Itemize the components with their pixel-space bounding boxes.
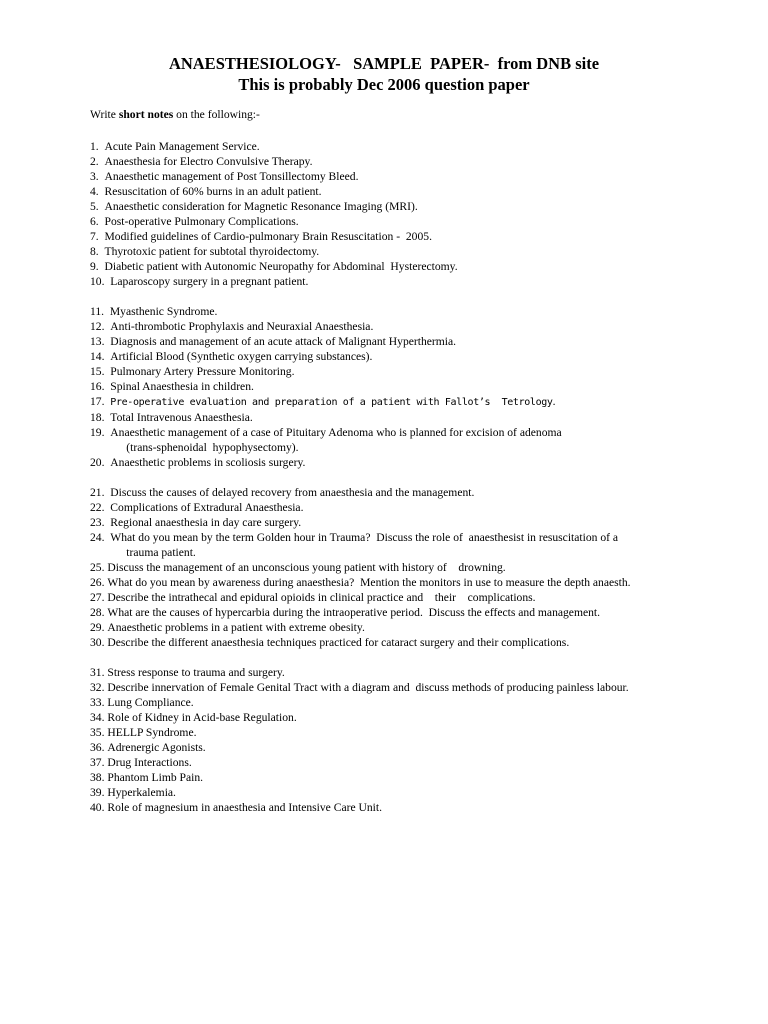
- question-text: Role of magnesium in anaesthesia and Intensive Care Unit.: [107, 801, 383, 814]
- question-item: [90, 695, 750, 710]
- question-text-block: [107, 695, 750, 710]
- question-number: 13.: [90, 335, 111, 348]
- question-number: 38.: [90, 771, 108, 784]
- question-number: 2.: [90, 155, 105, 168]
- question-text: Modified guidelines of Cardio-pulmonary Brain Resuscitation - 2005.: [104, 230, 432, 243]
- question-item: [90, 214, 750, 229]
- question-text: Laparoscopy surgery in a pregnant patient.: [110, 275, 309, 288]
- question-number: 29.: [90, 621, 108, 634]
- question-item: [90, 800, 750, 815]
- question-item: [90, 485, 750, 500]
- question-item: [90, 319, 750, 334]
- question-item: [90, 680, 750, 695]
- question-item: [90, 770, 750, 785]
- question-number: 37.: [90, 756, 108, 769]
- question-text-block: [105, 229, 751, 244]
- question-text: Myasthenic Syndrome.: [109, 305, 218, 318]
- question-text: Phantom Limb Pain.: [107, 771, 204, 784]
- question-text: Anti-thrombotic Prophylaxis and Neuraxial Anaesthesia.: [110, 320, 374, 333]
- question-number: 5.: [90, 200, 105, 213]
- question-item: [90, 665, 750, 680]
- question-text: Total Intravenous Anaesthesia.: [110, 411, 253, 424]
- question-text: Discuss the causes of delayed recovery from anaesthesia and the management.: [110, 486, 475, 499]
- question-text-block: [110, 379, 750, 394]
- question-item: [90, 635, 750, 650]
- question-item: [90, 304, 750, 319]
- question-text: What do you mean by the term Golden hour in Trauma? Discuss the role of anaesthesist in resuscitation of a: [110, 531, 619, 544]
- question-item: [90, 334, 750, 349]
- question-item: [90, 259, 750, 274]
- question-text: Acute Pain Management Service.: [104, 140, 260, 153]
- question-item: [90, 425, 750, 455]
- question-item: [90, 169, 750, 184]
- question-text-block: [110, 410, 750, 425]
- question-number: 22.: [90, 501, 111, 514]
- question-text-continuation: (trans-sphenoidal hypophysectomy).: [126, 441, 299, 454]
- question-text: Anaesthetic consideration for Magnetic Resonance Imaging (MRI).: [104, 200, 418, 213]
- question-text-block: [110, 304, 750, 319]
- question-text: Regional anaesthesia in day care surgery.: [110, 516, 302, 529]
- question-text-block: [107, 665, 750, 680]
- question-text: Post-operative Pulmonary Complications.: [104, 215, 299, 228]
- question-item: [90, 455, 750, 470]
- question-text: Hyperkalemia.: [107, 786, 176, 799]
- question-text-block: [107, 680, 750, 695]
- instructions-suffix: on the following:-: [173, 108, 260, 121]
- question-number: 26.: [90, 576, 108, 589]
- question-number: 15.: [90, 365, 111, 378]
- question-text: Anaesthetic management of Post Tonsillectomy Bleed.: [104, 170, 359, 183]
- instructions-prefix: Write: [90, 108, 119, 121]
- question-item: [90, 515, 750, 530]
- question-item: [90, 274, 750, 289]
- question-number: 17.: [90, 395, 111, 408]
- question-text: Pulmonary Artery Pressure Monitoring.: [110, 365, 295, 378]
- question-text-block: [110, 364, 750, 379]
- question-item: [90, 740, 750, 755]
- paper-subtitle: This is probably Dec 2006 question paper: [238, 75, 530, 94]
- question-number: 24.: [90, 531, 111, 544]
- question-item: [90, 710, 750, 725]
- question-text: Describe the different anaesthesia techniques practiced for cataract surgery and their complications.: [107, 636, 570, 649]
- question-text-block: [105, 184, 751, 199]
- question-number: 27.: [90, 591, 108, 604]
- question-item: [90, 364, 750, 379]
- question-text: Resuscitation of 60% burns in an adult patient.: [104, 185, 322, 198]
- question-text-block: [110, 530, 750, 560]
- question-text-block: [110, 455, 750, 470]
- question-text-block: [107, 560, 750, 575]
- question-text: Pre-operative evaluation and preparation of a patient with Fallot’s Tetrology: [110, 397, 553, 408]
- question-text: Role of Kidney in Acid-base Regulation.: [107, 711, 297, 724]
- question-item: [90, 575, 750, 590]
- question-list: [90, 139, 750, 815]
- question-text-block: [110, 274, 750, 289]
- question-number: 7.: [90, 230, 105, 243]
- question-item: [90, 410, 750, 425]
- instructions-bold: short notes: [118, 108, 174, 121]
- question-text-block: [110, 394, 750, 410]
- question-text: Spinal Anaesthesia in children.: [110, 380, 254, 393]
- question-item: [90, 500, 750, 515]
- question-number: 19.: [90, 426, 111, 439]
- question-text: Discuss the management of an unconscious young patient with history of drowning.: [107, 561, 506, 574]
- question-text: Complications of Extradural Anaesthesia.: [110, 501, 304, 514]
- question-text-block: [107, 575, 750, 590]
- question-item: [90, 139, 750, 154]
- question-number: 11.: [90, 305, 110, 318]
- question-text-block: [107, 605, 750, 620]
- question-text-block: [105, 199, 751, 214]
- question-number: 4.: [90, 185, 105, 198]
- question-text-block: [110, 515, 750, 530]
- question-number: 10.: [90, 275, 111, 288]
- question-item: [90, 605, 750, 620]
- instructions: [90, 108, 260, 121]
- question-number: 14.: [90, 350, 111, 363]
- question-text-block: [107, 725, 750, 740]
- question-number: 40.: [90, 801, 108, 814]
- question-item: [90, 379, 750, 394]
- question-text-block: [110, 500, 750, 515]
- question-number: 20.: [90, 456, 111, 469]
- question-item: [90, 184, 750, 199]
- question-text-block: [110, 425, 750, 455]
- question-text: What are the causes of hypercarbia during the intraoperative period. Discuss the effects and management.: [107, 606, 601, 619]
- question-text: What do you mean by awareness during anaesthesia? Mention the monitors in use to measure the depth anaesth.: [107, 576, 631, 589]
- question-number: 39.: [90, 786, 108, 799]
- question-item: [90, 244, 750, 259]
- paper-title: ANAESTHESIOLOGY- SAMPLE PAPER- from DNB site: [168, 54, 600, 73]
- question-item: [90, 620, 750, 635]
- question-text: Lung Compliance.: [107, 696, 194, 709]
- question-number: 6.: [90, 215, 105, 228]
- question-item: [90, 199, 750, 214]
- question-text-block: [110, 485, 750, 500]
- question-text-block: [105, 169, 751, 184]
- question-item: [90, 560, 750, 575]
- question-text: Describe innervation of Female Genital Tract with a diagram and discuss methods of producing painless labour.: [107, 681, 629, 694]
- question-number: 3.: [90, 170, 105, 183]
- question-text-block: [110, 349, 750, 364]
- question-number: 18.: [90, 411, 111, 424]
- question-text-block: [105, 214, 751, 229]
- question-text: Artificial Blood (Synthetic oxygen carrying substances).: [110, 350, 373, 363]
- question-number: 34.: [90, 711, 108, 724]
- question-text: Anaesthetic problems in a patient with extreme obesity.: [107, 621, 365, 634]
- question-text-block: [105, 154, 751, 169]
- question-item: [90, 725, 750, 740]
- question-text-block: [107, 785, 750, 800]
- question-number: 31.: [90, 666, 108, 679]
- question-text: Anaesthesia for Electro Convulsive Therapy.: [104, 155, 313, 168]
- question-text: Thyrotoxic patient for subtotal thyroidectomy.: [104, 245, 320, 258]
- question-item: [90, 349, 750, 364]
- question-text: Diabetic patient with Autonomic Neuropathy for Abdominal Hysterectomy.: [104, 260, 458, 273]
- question-number: 30.: [90, 636, 108, 649]
- question-item: [90, 755, 750, 770]
- question-text: Describe the intrathecal and epidural opioids in clinical practice and their complications.: [107, 591, 536, 604]
- question-text-block: [107, 620, 750, 635]
- question-number: 16.: [90, 380, 111, 393]
- question-number: 35.: [90, 726, 108, 739]
- question-number: 23.: [90, 516, 111, 529]
- question-number: 8.: [90, 245, 105, 258]
- question-text-continuation: trauma patient.: [126, 546, 196, 559]
- question-text-block: [107, 770, 750, 785]
- question-number: 1.: [90, 140, 105, 153]
- question-text-block: [107, 635, 750, 650]
- question-text-block: [107, 755, 750, 770]
- question-item: [90, 154, 750, 169]
- question-text-block: [105, 259, 751, 274]
- question-text: HELLP Syndrome.: [107, 726, 197, 739]
- question-number: 28.: [90, 606, 108, 619]
- question-item: [90, 530, 750, 560]
- question-text: Drug Interactions.: [107, 756, 192, 769]
- question-text-block: [105, 244, 751, 259]
- question-text-tail: .: [552, 395, 556, 408]
- question-number: 21.: [90, 486, 111, 499]
- question-text: Anaesthetic problems in scoliosis surgery.: [110, 456, 306, 469]
- question-item: [90, 394, 750, 410]
- question-number: 36.: [90, 741, 108, 754]
- question-text-block: [107, 710, 750, 725]
- question-item: [90, 229, 750, 244]
- question-text: Anaesthetic management of a case of Pituitary Adenoma who is planned for excision of adenoma: [110, 426, 562, 439]
- question-item: [90, 590, 750, 605]
- question-text: Stress response to trauma and surgery.: [107, 666, 285, 679]
- question-item: [90, 785, 750, 800]
- question-number: 9.: [90, 260, 105, 273]
- question-number: 32.: [90, 681, 108, 694]
- question-text: Diagnosis and management of an acute attack of Malignant Hyperthermia.: [110, 335, 457, 348]
- question-text-block: [110, 334, 750, 349]
- question-text: Adrenergic Agonists.: [107, 741, 206, 754]
- question-number: 25.: [90, 561, 108, 574]
- question-text-block: [105, 139, 751, 154]
- question-text-block: [107, 590, 750, 605]
- question-number: 12.: [90, 320, 111, 333]
- question-text-block: [110, 319, 750, 334]
- question-text-block: [107, 740, 750, 755]
- question-number: 33.: [90, 696, 108, 709]
- question-text-block: [107, 800, 750, 815]
